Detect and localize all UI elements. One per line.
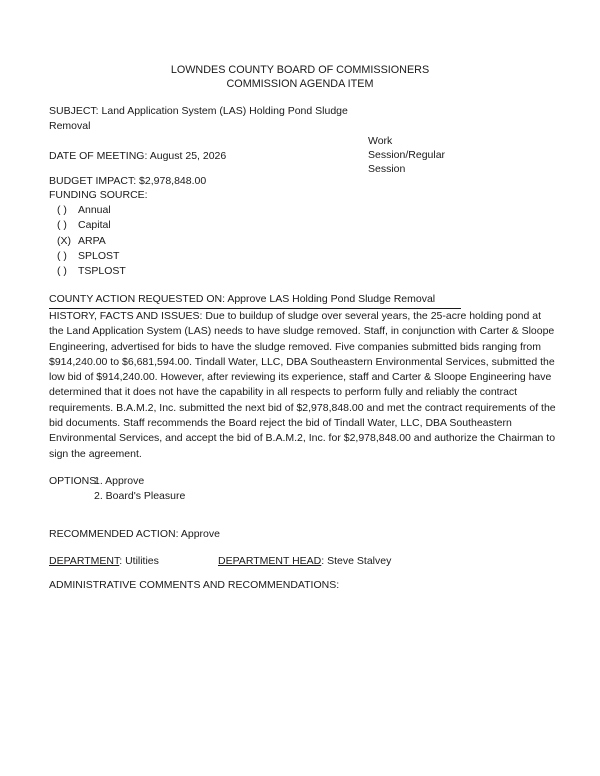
funding-source-label: FUNDING SOURCE: [49, 189, 148, 201]
meeting-date-value: August 25, 2026 [149, 150, 227, 162]
department-value: Utilities [125, 555, 159, 567]
funding-source-list [57, 203, 126, 279]
document-header [0, 63, 600, 91]
meeting-type-line: Session/Regular [368, 149, 446, 161]
budget-impact-field [49, 174, 206, 189]
budget-impact-value: $2,978,848.00 [139, 175, 207, 187]
funding-checkbox: ( ) [57, 204, 67, 216]
subject-label: SUBJECT: [49, 105, 99, 117]
funding-option-label: Capital [78, 219, 111, 232]
board-title: LOWNDES COUNTY BOARD OF COMMISSIONERS [170, 64, 430, 76]
option-item: 2. Board's Pleasure [94, 490, 186, 502]
county-action-field [49, 292, 461, 309]
funding-option-annual [57, 203, 126, 218]
meeting-type [368, 134, 468, 176]
subject-text: Land Application System (LAS) Holding Pond Sludge Removal [49, 105, 348, 132]
department-label: DEPARTMENT [49, 555, 120, 567]
department-head-value: Steve Stalvey [327, 555, 392, 567]
meeting-date-field [49, 149, 226, 164]
county-action-text: Approve LAS Holding Pond Sludge Removal [227, 293, 436, 305]
recommended-action-value: Approve [180, 528, 220, 540]
funding-option-label: Annual [78, 204, 111, 216]
funding-checkbox: ( ) [57, 265, 67, 278]
history-text: Due to buildup of sludge over several years, the 25-acre holding pond at the Land Application System (LAS) needs to have sludge removed. Staff, in conjunction with Carter & Sloope Engineering, advertised for bids to have the sludge removed. Five companies submitted bids ranging from $914,240.00 to $6,681,594.00. Tindall Water, LLC, DBA Southeastern Environmental Services, submitted the low bid of $914,240.00. However, after reviewing its experience, staff and Carter & Sloope Engineering have determined that it does not have the capability in all respects to perform fully and reliably the contract requirements. B.A.M.2, Inc. submitted the next bid of $2,978,848.00 and met the contract requirements of the bid documents. Staff recommends the Board reject the bid of Tindall Water, LLC, DBA Southeastern Environmental Services, and accept the bid of B.A.M.2, Inc. for $2,978,848.00 and authorize the Chairman to sign the agreement. [49, 310, 556, 460]
option-item: 1. Approve [94, 475, 145, 487]
funding-option-splost [57, 249, 126, 264]
funding-checkbox: (X) [57, 234, 71, 247]
funding-checkbox: ( ) [57, 249, 67, 262]
funding-option-arpa [57, 234, 126, 249]
funding-option-label: ARPA [78, 234, 106, 247]
department-head-field: DEPARTMENT HEAD: Steve Stalvey [218, 555, 392, 567]
recommended-action-field [49, 527, 220, 542]
agenda-item-title: COMMISSION AGENDA ITEM [226, 78, 374, 90]
county-action-label: COUNTY ACTION REQUESTED ON: [49, 293, 225, 305]
funding-option-capital [57, 218, 126, 233]
funding-checkbox: ( ) [57, 219, 67, 232]
budget-impact-label: BUDGET IMPACT: [49, 175, 137, 187]
funding-option-label: TSPLOST [78, 265, 126, 278]
meeting-date-label: DATE OF MEETING: [49, 150, 148, 162]
meeting-type-line: Work [368, 135, 393, 147]
recommended-action-label: RECOMMENDED ACTION: [49, 528, 179, 540]
meeting-type-line: Session [368, 163, 406, 175]
department-field: DEPARTMENT: Utilities [49, 555, 159, 567]
funding-option-tsplost [57, 264, 126, 279]
department-head-label: DEPARTMENT HEAD [218, 555, 322, 567]
history-facts-issues [49, 309, 557, 462]
subject-field [49, 104, 349, 134]
options-label: OPTIONS: [49, 475, 100, 487]
history-label: HISTORY, FACTS AND ISSUES: [49, 310, 203, 322]
options-list [94, 474, 185, 504]
funding-option-label: SPLOST [78, 249, 120, 262]
administrative-comments-label: ADMINISTRATIVE COMMENTS AND RECOMMENDATIONS: [49, 579, 340, 591]
